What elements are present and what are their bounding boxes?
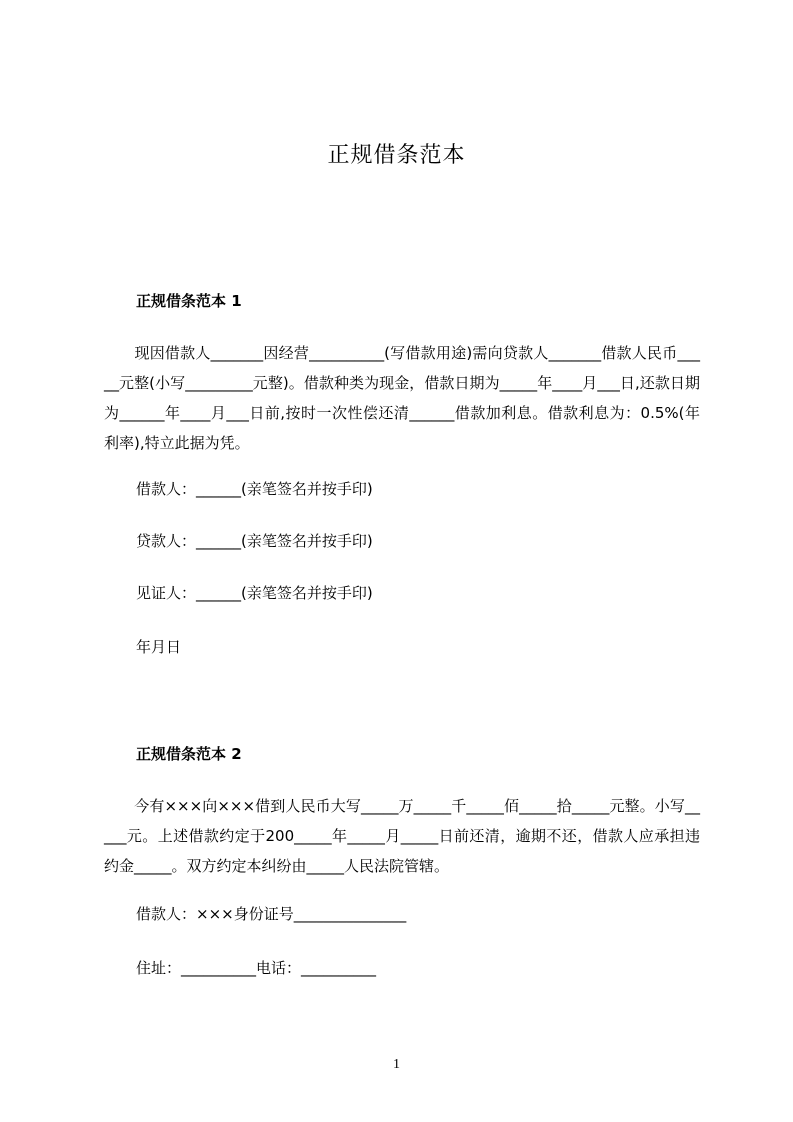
section2-heading: 正规借条范本 2 <box>136 745 242 763</box>
section1-paragraph: 现因借款人_______因经营__________(写借款用途)需向贷款人_______借款人民币_____元整(小写_________元整)。借款种类为现金，借款日期为_____年____月___日,还款日期为______年____月___日前,按时一次性偿还清______借款加利息。借款利息为：0.5%(年利率),特立此据为凭。 <box>104 344 700 452</box>
section2-paragraph: 今有×××向×××借到人民币大写_____万_____千_____佰_____拾_____元整。小写_____元。上述借款约定于200_____年_____月_____日前还清，逾期不还，借款人应承担违约金_____。双方约定本纠纷由_____人民法院管辖。 <box>104 797 700 875</box>
section1-date-line: 年月日 <box>136 638 182 656</box>
section1-lender-line: 贷款人：______(亲笔签名并按手印) <box>136 532 373 550</box>
section1-borrower-line: 借款人：______(亲笔签名并按手印) <box>136 480 373 498</box>
section2-borrower-line: 借款人：×××身份证号_______________ <box>136 905 407 923</box>
section2-address-line: 住址：__________电话：__________ <box>136 959 377 977</box>
page-number: 1 <box>393 1057 400 1072</box>
section1-heading: 正规借条范本 1 <box>136 292 242 310</box>
document-title: 正规借条范本 <box>327 143 466 168</box>
section1-witness-line: 见证人：______(亲笔签名并按手印) <box>136 584 373 602</box>
